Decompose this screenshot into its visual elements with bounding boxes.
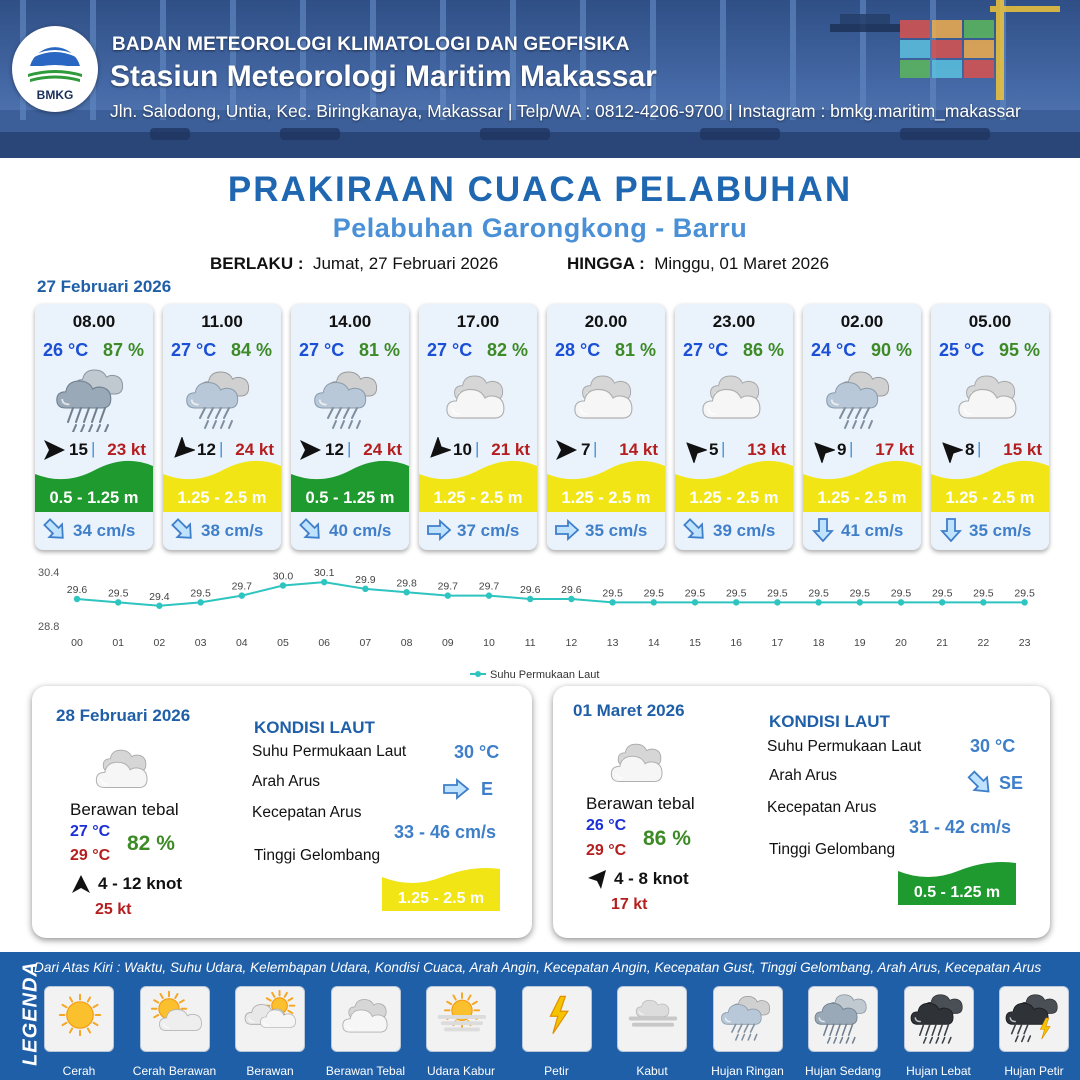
sst-series-line [77,582,1025,606]
day3-sst-label: Suhu Permukaan Laut [767,738,922,755]
day3-temp-max: 29 °C [586,842,627,859]
berawan-tebal-icon [945,360,1035,432]
page-title: PRAKIRAAN CUACA PELABUHAN [227,170,853,209]
hujan-sedang-icon [809,987,879,1053]
current-arrow-southeast-icon [169,518,197,542]
legend-icon-box [617,986,687,1052]
valid-to [567,254,829,274]
forecast-gust: 21 kt [491,440,530,459]
forecast-wind-speed: 5 [709,440,719,459]
day2-current-dir-label: Arah Arus [252,773,321,790]
day2-sst: 30 °C [454,742,500,762]
day3-wave: 0.5 - 1.25 m [913,884,1001,901]
bmkg-logo-text: BMKG [36,88,74,102]
x-tick-label: 23 [1018,637,1031,649]
sst-data-point [362,586,368,592]
x-tick-label: 17 [771,637,784,649]
legend-item [132,986,217,1078]
legend-item-name: Hujan Ringan [711,1064,784,1078]
sst-data-label: 29.5 [767,587,788,600]
x-tick-label: 07 [359,637,372,649]
udara-kabur-icon [427,987,497,1053]
legend-item [995,986,1073,1078]
x-tick-label: 12 [565,637,578,649]
forecast-wind-speed: 8 [965,440,975,459]
x-tick-label: 19 [853,637,866,649]
forecast-wind-speed: 10 [453,440,472,459]
sst-data-label: 29.6 [561,584,582,596]
wind-arrow-north-icon [70,873,92,895]
forecast-wave-height: 0.5 - 1.25 m [49,489,139,507]
legend-bar [0,952,1080,1080]
forecast-card [163,304,281,550]
legend-icon-box [713,986,783,1052]
day2-wave-label: Tinggi Gelombang [254,847,381,864]
sst-data-point [857,599,863,605]
day2-sea-title: KONDISI LAUT [254,718,375,737]
forecast-temperature: 27 °C [171,340,217,360]
forecast-wave-height: 0.5 - 1.25 m [305,489,395,507]
forecast-wave-height: 1.25 - 2.5 m [945,489,1035,507]
forecast-current-speed: 35 cm/s [585,521,648,540]
legend-item-name: Kabut [636,1064,668,1078]
legend-icon-box [331,986,401,1052]
sst-data-point [815,599,821,605]
sst-data-label: 30.1 [313,567,335,580]
hujan-petir-icon [1000,987,1070,1053]
valid-from [210,254,498,274]
forecast-current-direction [425,518,453,542]
sst-data-label: 29.6 [519,584,541,596]
current-arrow-southeast-icon [297,518,325,542]
forecast-wind-speed: 12 [197,440,216,459]
kabut-icon [618,987,688,1053]
chart-legend-marker [475,671,481,677]
hujan-ringan-icon [177,360,267,432]
day2-temp-min: 27 °C [70,823,111,840]
legend-icon-box [999,986,1069,1052]
berawan-tebal-icon [689,360,779,432]
sst-data-point [898,599,904,605]
bmkg-logo [12,26,98,112]
legend-item-name: Petir [544,1064,569,1078]
legend-item [422,986,500,1078]
forecast-humidity: 95 % [998,340,1040,360]
sst-data-label: 29.5 [931,587,953,600]
day2-date: 28 Februari 2026 [56,706,191,725]
legend-item-name: Udara Kabur [426,1064,496,1078]
legend-item [40,986,118,1078]
x-tick-label: 08 [400,637,413,649]
sst-data-point [527,596,533,602]
sst-data-label: 29.5 [890,587,912,600]
cerah-berawan-icon [141,987,211,1053]
forecast-weather-icon [49,360,139,432]
x-tick-label: 11 [524,637,536,649]
wind-arrow-northeast-icon [586,868,608,890]
forecast-temperature: 26 °C [43,340,89,360]
forecast-current-direction [809,518,837,542]
day3-wind: 4 - 8 knot [614,869,689,888]
forecast-humidity: 81 % [614,340,656,360]
legend-title: LEGENDA [19,961,42,1066]
forecast-time: 05.00 [968,312,1012,331]
petir-icon [523,987,593,1053]
forecast-separator: | [977,439,982,458]
sst-data-point [980,599,986,605]
sst-data-label: 29.5 [643,587,665,600]
day1-date: 27 Februari 2026 [37,277,172,296]
sst-data-point [403,589,409,595]
forecast-current-direction [169,518,197,542]
sst-data-point [692,599,698,605]
hujan-lebat-icon [905,987,975,1053]
forecast-wave-height: 1.25 - 2.5 m [177,489,267,507]
x-tick-label: 01 [112,637,125,649]
forecast-weather-icon [305,360,395,432]
day2-sst-label: Suhu Permukaan Laut [252,743,407,760]
forecast-separator: | [91,439,96,458]
forecast-weather-icon [177,360,267,432]
berawan-icon [236,987,306,1053]
sst-data-label: 29.6 [66,584,88,596]
sst-data-point [609,599,615,605]
sst-data-label: 30.0 [272,570,294,583]
sst-data-label: 29.5 [107,587,129,600]
sst-data-point [74,596,80,602]
sst-data-point [445,592,451,598]
legend-item-name: Berawan [246,1064,294,1078]
legend-item-name: Hujan Petir [1004,1064,1064,1078]
legend-item-name: Berawan Tebal [325,1064,406,1078]
forecast-wind-speed: 15 [69,440,88,459]
forecast-separator: | [849,439,854,458]
current-arrow-south-icon [809,518,837,542]
x-tick-label: 13 [606,637,619,649]
forecast-wind-speed: 12 [325,440,344,459]
legend-item [231,986,309,1078]
day2-gust: 25 kt [95,901,132,918]
x-tick-label: 16 [730,637,743,649]
legend-item-name: Cerah [62,1064,96,1078]
forecast-card [419,304,537,550]
forecast-temperature: 25 °C [939,340,985,360]
sst-data-point [733,599,739,605]
day2-current-dir: E [481,779,494,799]
valid-to-value: Minggu, 01 Maret 2026 [654,254,830,273]
cerah-icon [45,987,115,1053]
forecast-weather-icon [945,360,1035,432]
x-tick-label: 21 [936,637,949,649]
forecast-current-direction [553,518,581,542]
forecast-current-speed: 37 cm/s [457,521,520,540]
legend-item [709,986,787,1078]
legend-item-name: Hujan Lebat [906,1064,971,1078]
forecast-wave-height: 1.25 - 2.5 m [689,489,779,507]
day2-current-speed-label: Kecepatan Arus [252,804,362,821]
forecast-wind-speed: 7 [581,440,591,459]
organization-name: BADAN METEOROLOGI KLIMATOLOGI DAN GEOFISIKA [112,34,630,55]
berawan-tebal-icon [332,987,402,1053]
forecast-weather-icon [817,360,907,432]
forecast-wave-height: 1.25 - 2.5 m [561,489,651,507]
legend-item [804,986,882,1078]
day3-date: 01 Maret 2026 [573,701,685,720]
forecast-humidity: 84 % [230,340,272,360]
station-address: Jln. Salodong, Untia, Kec. Biringkanaya, Makassar | Telp/WA : 0812-4206-9700 | Instagram : bmkg.maritim_makassar [110,101,1021,121]
day3-temp-min: 26 °C [586,817,627,834]
forecast-humidity: 81 % [358,340,400,360]
valid-to-label: HINGGA : [567,254,645,273]
forecast-separator: | [347,439,352,458]
day2-panel [32,686,532,938]
sst-data-point [939,599,945,605]
current-arrow-southeast-icon [681,518,709,542]
forecast-card [35,304,153,550]
chart-legend-label: Suhu Permukaan Laut [490,669,600,681]
legend-description: Dari Atas Kiri : Waktu, Suhu Udara, Kelembapan Udara, Kondisi Cuaca, Arah Angin, Kecepatan Angin, Kecepatan Gust, Tinggi Gelombang, Arah Arus, Kecepatan Arus [34,960,1042,975]
forecast-current-direction [937,518,965,542]
sst-data-label: 29.5 [808,587,829,600]
forecast-temperature: 27 °C [427,340,473,360]
forecast-time: 02.00 [840,312,884,331]
sst-data-label: 29.5 [973,587,994,600]
day2-condition: Berawan tebal [70,800,179,819]
sst-data-label: 29.7 [437,580,459,593]
sea-surface-temperature-chart [0,560,1080,685]
forecast-temperature: 28 °C [555,340,601,360]
y-tick-label: 30.4 [38,567,60,579]
day3-gust: 17 kt [611,896,648,913]
forecast-separator: | [593,439,598,458]
forecast-gust: 13 kt [747,440,786,459]
forecast-gust: 23 kt [107,440,146,459]
day2-humidity: 82 % [127,832,175,855]
station-name: Stasiun Meteorologi Maritim Makassar [110,60,657,93]
sst-data-point [197,599,203,605]
hujan-ringan-icon [817,360,907,432]
forecast-temperature: 24 °C [811,340,857,360]
forecast-gust: 24 kt [363,440,402,459]
legend-icon-box [904,986,974,1052]
forecast-gust: 24 kt [235,440,274,459]
forecast-current-speed: 34 cm/s [73,521,136,540]
sst-data-label: 29.7 [478,580,500,593]
day3-current-dir-label: Arah Arus [769,767,838,784]
x-tick-label: 02 [153,637,166,649]
forecast-separator: | [475,439,480,458]
forecast-humidity: 90 % [870,340,912,360]
x-tick-label: 06 [318,637,331,649]
forecast-current-speed: 35 cm/s [969,521,1032,540]
day2-current-speed: 33 - 46 cm/s [394,822,497,842]
sst-data-point [486,592,492,598]
sst-data-label: 29.8 [396,577,417,590]
sst-data-label: 29.9 [355,573,376,586]
sst-data-label: 29.5 [1014,587,1035,600]
forecast-separator: | [219,439,224,458]
day3-current-speed: 31 - 42 cm/s [909,817,1012,837]
x-tick-label: 15 [689,637,701,649]
forecast-humidity: 82 % [486,340,528,360]
day2-wind: 4 - 12 knot [98,874,183,893]
sst-data-point [1021,599,1027,605]
day2-temp-max: 29 °C [70,847,111,864]
forecast-time: 11.00 [201,312,243,331]
day3-humidity: 86 % [643,827,691,850]
current-arrow-east-icon [425,518,453,542]
berawan-tebal-icon [84,736,164,796]
forecast-current-speed: 38 cm/s [201,521,264,540]
forecast-card [547,304,665,550]
forecast-current-direction [681,518,709,542]
legend-item [613,986,691,1078]
y-tick-label: 28.8 [38,621,60,633]
current-arrow-southeast-icon [966,770,994,796]
forecast-humidity: 87 % [102,340,144,360]
forecast-time: 14.00 [328,312,372,331]
current-arrow-south-icon [937,518,965,542]
x-tick-label: 10 [483,637,495,649]
x-tick-label: 18 [812,637,825,649]
valid-from-value: Jumat, 27 Februari 2026 [312,254,499,273]
x-tick-label: 04 [235,637,248,649]
forecast-humidity: 86 % [742,340,784,360]
sst-data-label: 29.5 [849,587,871,600]
x-tick-label: 22 [977,637,990,649]
sst-data-point [280,582,286,588]
forecast-gust: 17 kt [875,440,914,459]
sst-data-point [774,599,780,605]
valid-from-label: BERLAKU : [210,254,304,273]
forecast-temperature: 27 °C [683,340,729,360]
x-tick-label: 00 [71,637,83,649]
header-banner [0,0,1080,158]
sst-data-point [156,603,162,609]
forecast-time: 20.00 [584,312,628,331]
berawan-tebal-icon [561,360,651,432]
forecast-current-direction [41,518,69,542]
forecast-weather-icon [433,360,523,432]
hujan-ringan-icon [305,360,395,432]
berawan-tebal-icon [433,360,523,432]
forecast-current-speed: 41 cm/s [841,521,904,540]
legend-item-name: Hujan Sedang [804,1064,882,1078]
forecast-time: 17.00 [456,312,500,331]
sst-data-point [651,599,657,605]
legend-item [518,986,596,1078]
forecast-temperature: 27 °C [299,340,345,360]
day3-current-dir: SE [999,773,1024,793]
x-tick-label: 05 [277,637,289,649]
forecast-card [803,304,921,550]
sst-data-point [568,596,574,602]
x-tick-label: 14 [647,637,660,649]
sst-data-point [321,579,327,585]
legend-icon-box [522,986,592,1052]
legend-item [900,986,978,1078]
legend-icon-box [140,986,210,1052]
forecast-time: 23.00 [712,312,756,331]
forecast-weather-icon [689,360,779,432]
current-arrow-east-icon [553,518,581,542]
forecast-wind-speed: 9 [837,440,847,459]
legend-item-name: Cerah Berawan [132,1064,217,1078]
day3-current-speed-label: Kecepatan Arus [767,799,877,816]
forecast-separator: | [721,439,726,458]
sst-data-label: 29.4 [149,590,170,603]
current-arrow-east-icon [442,778,470,800]
forecast-current-direction [297,518,325,542]
legend-icon-box [44,986,114,1052]
x-tick-label: 20 [895,637,907,649]
sst-data-point [115,599,121,605]
day2-wave: 1.25 - 2.5 m [397,890,485,907]
hujan-ringan-icon [714,987,784,1053]
x-tick-label: 03 [194,637,207,649]
forecast-gust: 14 kt [619,440,658,459]
port-name: Pelabuhan Garongkong - Barru [332,213,748,243]
berawan-tebal-icon [599,730,679,790]
sst-data-point [239,592,245,598]
forecast-gust: 15 kt [1003,440,1042,459]
forecast-card [675,304,793,550]
day3-sea-title: KONDISI LAUT [769,712,890,731]
legend-icon-box [426,986,496,1052]
forecast-wave-height: 1.25 - 2.5 m [433,489,523,507]
day3-condition: Berawan tebal [586,794,695,813]
day3-wave-label: Tinggi Gelombang [769,841,896,858]
forecast-card [931,304,1049,550]
current-arrow-southeast-icon [41,518,69,542]
day3-panel [553,686,1050,938]
forecast-weather-icon [561,360,651,432]
sst-data-label: 29.5 [602,587,623,600]
sst-data-label: 29.7 [231,580,253,593]
hujan-sedang-icon [49,360,139,432]
forecast-card [291,304,409,550]
legend-icon-box [235,986,305,1052]
forecast-wave-height: 1.25 - 2.5 m [817,489,907,507]
x-tick-label: 09 [441,637,454,649]
legend-icon-box [808,986,878,1052]
day3-sst: 30 °C [970,736,1016,756]
sst-data-label: 29.5 [725,587,747,600]
legend-item [327,986,405,1078]
forecast-current-speed: 39 cm/s [713,521,776,540]
forecast-time: 08.00 [72,312,116,331]
sst-data-label: 29.5 [190,587,211,600]
sst-data-label: 29.5 [684,587,706,600]
forecast-current-speed: 40 cm/s [329,521,392,540]
